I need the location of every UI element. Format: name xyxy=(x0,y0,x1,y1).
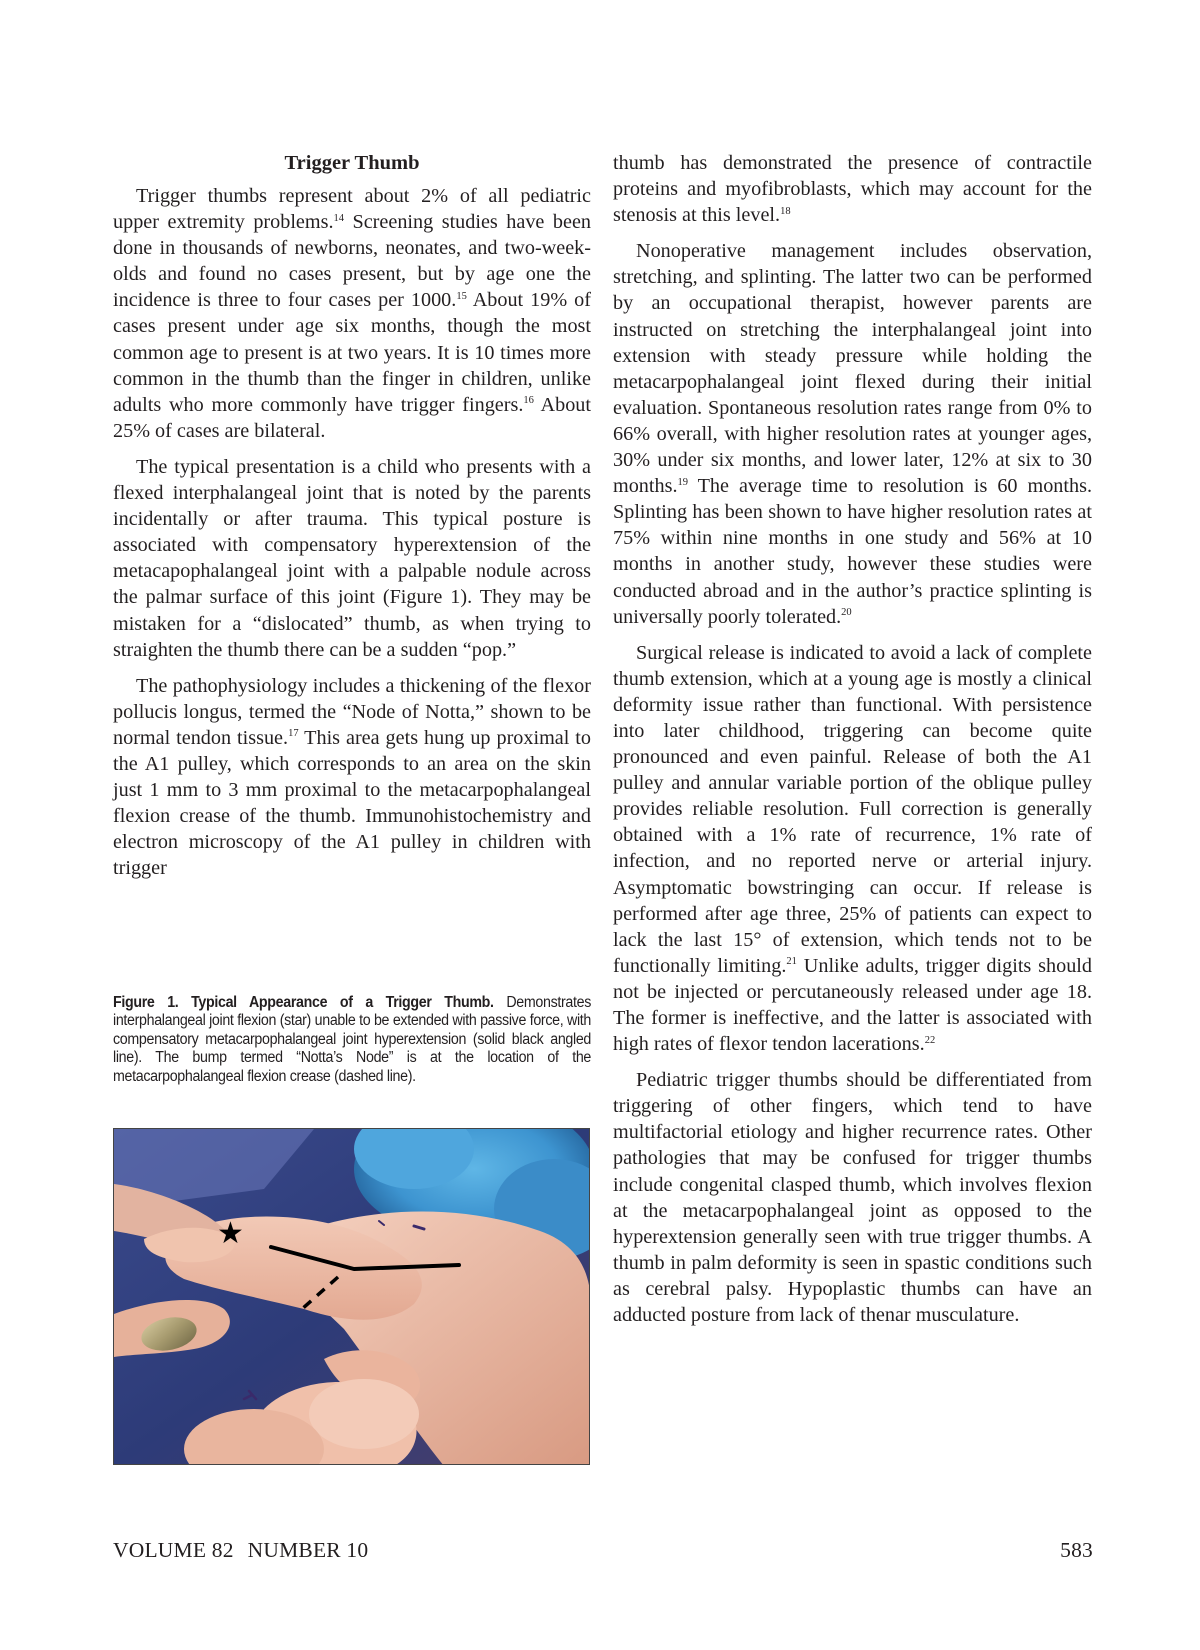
volume-label: VOLUME 82 xyxy=(113,1538,234,1562)
paragraph: thumb has demonstrated the presence of contractile proteins and myofibroblasts, which may account for the stenosis at this level.$^{18}$ xyxy=(613,152,1092,227)
reference-marker: 16 xyxy=(523,395,534,407)
star-icon: ★ xyxy=(217,1216,244,1251)
figure-caption xyxy=(113,994,591,1086)
reference-marker: 15 xyxy=(456,290,467,302)
right-column xyxy=(613,150,1092,1328)
paragraph: Nonoperative management includes observation, stretching, and splinting. The latter two can be performed by an occupational therapist, however parents are instructed on stretching the interphalangeal joint into extension with steady pressure while holding the metacarpophalangeal joint flexed during their initial evaluation. Spontaneous resolution rates range from 0% to 66% overall, with higher resolution rates at younger ages, 30% under six months, and lower later, 12% at six to 30 months.$^{19}$ The average time to resolution is 60 months. Splinting has been shown to have higher resolution rates at 75% within nine months in one study and 56% at 10 months in another study, however these studies were conducted abroad and in the author’s practice splinting is universally poorly tolerated.$^{20}$ xyxy=(613,240,1092,628)
paragraph: The pathophysiology includes a thickening of the flexor pollucis longus, termed the “Node of Notta,” shown to be normal tendon tissue.$^{17}$ This area gets hung up proximal to the A1 pulley, which corresponds to an area on the skin just 1 mm to 3 mm proximal to the metacarpophalangeal flexion crease of the thumb. Immunohistochemistry and electron microscopy of the A1 pulley in children with trigger xyxy=(113,674,592,880)
figure-caption-block xyxy=(113,994,591,1086)
section-heading: Trigger Thumb xyxy=(284,152,420,174)
figure-caption-text: Demonstrates interphalangeal joint flexion (star) unable to be extended with passive force, with compensatory metacarpophalangeal joint hyperextension (solid black angled line). The bump termed “Notta’s Node” is at the location of the metacarpophalangeal flexion crease (dashed line). xyxy=(113,994,592,1085)
page-number: 583 xyxy=(1060,1538,1093,1562)
figure-caption-title: Figure 1. Typical Appearance of a Trigger Thumb. xyxy=(113,994,494,1011)
paragraph: Pediatric trigger thumbs should be differentiated from triggering of other fingers, which tend to have multifactorial etiology and higher recurrence rates. Other pathologies that may be confused for trigger thumbs include congenital clasped thumb, which involves flexion at the metacarpophalangeal joint as opposed to the hyperextension generally seen with true trigger thumbs. A thumb in palm deformity is seen in spastic conditions such as cerebral palsy. Hypoplastic thumbs can have an adducted posture from lack of thenar musculature. xyxy=(613,1069,1092,1327)
issue-number-label: NUMBER 10 xyxy=(247,1538,369,1562)
running-footer xyxy=(113,1537,368,1563)
reference-marker: 17 xyxy=(288,728,299,740)
left-column xyxy=(113,150,591,881)
figure-photo xyxy=(113,1128,590,1465)
reference-marker: 20 xyxy=(841,607,852,619)
paragraph: Surgical release is indicated to avoid a lack of complete thumb extension, which at a young age is mostly a clinical deformity issue rather than functional. With persistence into later childhood, triggering can become quite pronounced and even painful. Release of both the A1 pulley and annular variable portion of the oblique pulley provides reliable resolution. Full correction is generally obtained with a 1% rate of recurrence, 1% rate of infection, and no reported nerve or arterial injury. Asymptomatic bowstringing can occur. If release is performed after age three, 25% of patients can expect to lack the last 15° of extension, which tends not to be functionally limiting.$^{21}$ Unlike adults, trigger digits should not be injected or percutaneously released under age 18. The former is ineffective, and the latter is associated with high rates of flexor tendon lacerations.$^{22}$ xyxy=(613,641,1093,1056)
reference-marker: 22 xyxy=(924,1034,936,1046)
reference-marker: 19 xyxy=(677,476,688,488)
paragraph: The typical presentation is a child who presents with a flexed interphalangeal joint that is noted by the parents incidentally or after trauma. This typical posture is associated with compensatory hyperextension of the metacapophalangeal joint with a palpable nodule across the palmar surface of this joint (Figure 1). They may be mistaken for a “dislocated” thumb, as when trying to straighten the thumb there can be a sudden “pop.” xyxy=(113,455,591,661)
reference-marker: 18 xyxy=(780,205,791,217)
reference-marker: 21 xyxy=(786,956,797,968)
reference-marker: 14 xyxy=(333,212,344,224)
paragraph: Trigger thumbs represent about 2% of all pediatric upper extremity problems.$^{14}$ Screening studies have been done in thousands of newborns, neonates, and two-week-olds and found no cases present, but by age one the incidence is three to four cases per 1000.15 About 19% of cases present under age six months, though the most common age to present is at two years. It is 10 times more common in the thumb than the finger in children, unlike adults who more commonly have trigger fingers.$^{16}$ About 25% of cases are bilateral. xyxy=(113,185,592,442)
